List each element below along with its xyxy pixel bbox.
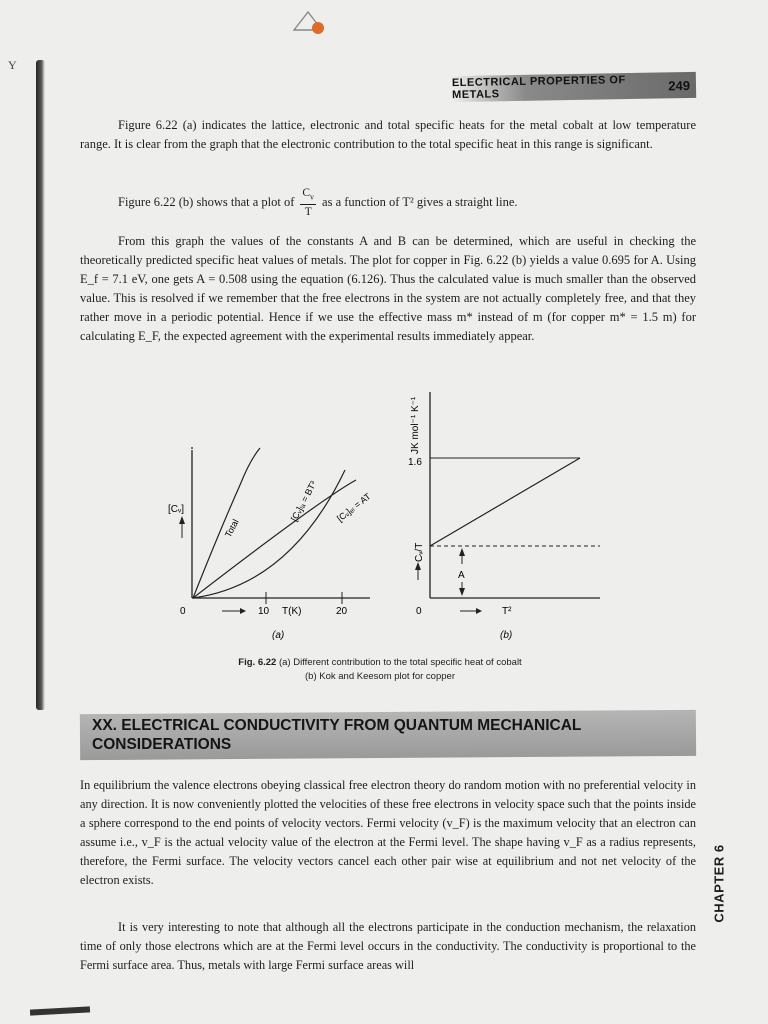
paragraph-5-text: It is very interesting to note that although all the electrons participate in the conduction mechanism, the relaxation time of only those electrons which are at the Fermi level occurs in the conductivity. The conductivity is proportional to the Fermi surface area. Thus, metals with large Fermi surface areas will bbox=[80, 920, 696, 972]
fig-a-lattice-curve bbox=[193, 470, 345, 598]
frac-num: C bbox=[302, 187, 311, 199]
frac-den: T bbox=[304, 206, 312, 219]
fig-a-lattice-label: [Cᵥ]ₗₐ = BT³ bbox=[288, 479, 319, 523]
figure-6-22 bbox=[160, 370, 620, 690]
caption-line-2: (b) Kok and Keesom plot for copper bbox=[305, 671, 455, 682]
fig-a-total-curve bbox=[193, 448, 260, 598]
page-number: 249 bbox=[668, 77, 691, 93]
para2-before: Figure 6.22 (b) shows that a plot of bbox=[118, 195, 295, 210]
page-binding-shadow bbox=[36, 60, 45, 710]
paragraph-1 bbox=[80, 116, 696, 154]
fig-b-origin: 0 bbox=[416, 606, 422, 617]
caption-line-1: (a) Different contribution to the total specific heat of cobalt bbox=[278, 657, 522, 668]
fig-a-tick-10-label: 10 bbox=[258, 606, 270, 617]
fig-b-a-arrow-up bbox=[459, 548, 465, 556]
fig-b-xlabel: T² bbox=[502, 606, 512, 617]
running-title: ELECTRICAL PROPERTIES OF METALS bbox=[451, 74, 626, 102]
fig-a-electronic-label: [Cᵥ]ₑₗ = AT bbox=[335, 491, 373, 524]
fig-b-tag: (b) bbox=[500, 630, 513, 641]
fig-b-x-arrow bbox=[476, 608, 482, 614]
fig-b-cv-over-t-label: Cᵥ/T bbox=[414, 542, 425, 562]
fig-a-x-arrow bbox=[240, 608, 246, 614]
fig-a-ylabel: [Cᵥ] bbox=[168, 504, 184, 515]
fig-a-total-label: Total bbox=[222, 517, 241, 539]
caption-fig-no: Fig. 6.22 bbox=[238, 657, 277, 668]
paragraph-3-text: From this graph the values of the constants A and B can be determined, which are useful in checking the theoretically predicted specific heat values of metals. The plot for copper in Fig. 6.22 (b) yields a value 0.695 for A. Using E_f = 7.1 eV, one gets A = 0.508 using the equation (6.126). Thus the calculated value is much smaller than the observed value. This is resolved if we remember that the free electrons in the system are not actually completely free, and that they rather move in a periodic potential. Hence if we use the effective mass m* instead of m (for copper m* = 1.5 m) for calculating E_F, the expected agreement with the experimental results immediately appear. bbox=[80, 234, 696, 343]
fig-a-tag: (a) bbox=[272, 630, 285, 641]
fig-b-a-arrow-down bbox=[459, 588, 465, 596]
fig-a-xlabel: T(K) bbox=[282, 606, 302, 617]
publisher-logo-icon bbox=[288, 8, 330, 36]
paragraph-3 bbox=[80, 232, 696, 346]
fig-b-straight-line bbox=[430, 458, 580, 546]
running-header bbox=[452, 72, 696, 102]
paragraph-4-text: In equilibrium the valence electrons obeying classical free electron theory do random motion with no preferential velocity in any direction. It is now conveniently plotted the velocities of these free electrons in velocity space such that the points inside a sphere correspond to the end points of velocity vectors. Fermi velocity (v_F) is the maximum velocity that an electron can assume i.e., v_F is the actual velocity value of the electron at the Fermi level. The shape having v_F as a radius represents, therefore, the Fermi surface. The velocity vectors cancel each other pair wise at equilibrium and not net velocity of the electron exists. bbox=[80, 778, 696, 887]
fig-a-origin: 0 bbox=[180, 606, 186, 617]
fig-a-tick-20-label: 20 bbox=[336, 606, 348, 617]
fig-b-a-label: A bbox=[458, 570, 465, 581]
figure-caption bbox=[160, 656, 600, 684]
frac-num-sub: v bbox=[310, 192, 315, 202]
fig-b-y-arrow bbox=[415, 562, 421, 570]
section-heading: XX. ELECTRICAL CONDUCTIVITY FROM QUANTUM MECHANICAL CONSIDERATIONS bbox=[92, 717, 582, 753]
page-corner-shadow bbox=[30, 1006, 90, 1015]
para2-after: as a function of T² gives a straight line. bbox=[322, 195, 518, 210]
fig-b-tick-1-6: 1.6 bbox=[408, 457, 422, 468]
fig-b-ylabel: JK mol⁻¹ K⁻¹ bbox=[410, 396, 421, 454]
chapter-tab-label: CHAPTER 6 bbox=[711, 843, 727, 923]
paragraph-4 bbox=[80, 776, 696, 890]
fraction-cv-over-t bbox=[300, 186, 316, 219]
paragraph-2 bbox=[80, 186, 696, 219]
edge-mark: Y bbox=[8, 58, 17, 72]
fig-a-y-arrow bbox=[179, 516, 185, 524]
paragraph-5 bbox=[80, 918, 696, 975]
paragraph-1-text: Figure 6.22 (a) indicates the lattice, electronic and total specific heats for the metal cobalt at low temperature range. It is clear from the graph that the electronic contribution to the total specific heat in this range is significant. bbox=[80, 118, 696, 151]
chapter-tab bbox=[707, 818, 731, 948]
